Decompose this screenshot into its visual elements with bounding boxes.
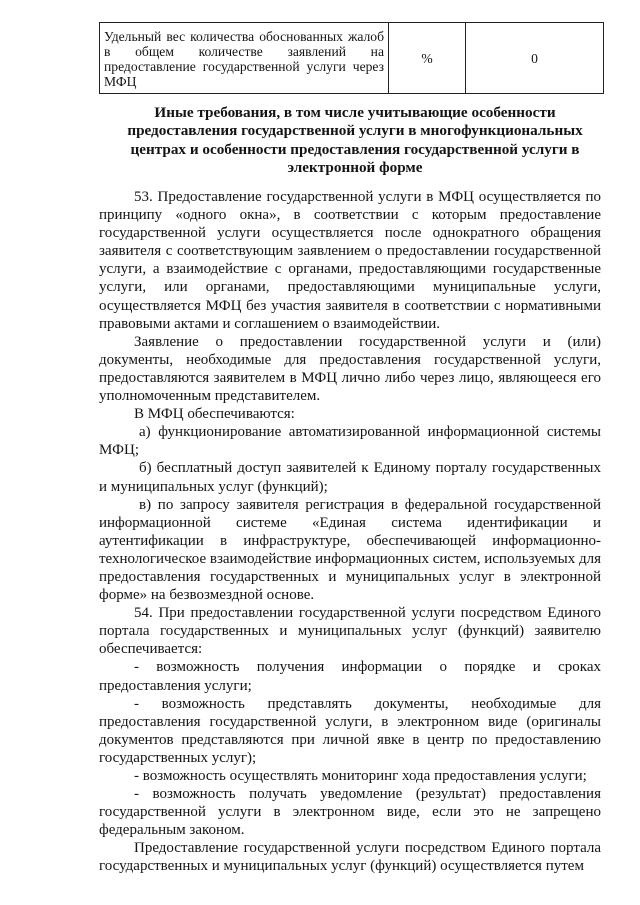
- indicator-table: [99, 22, 604, 94]
- paragraph-portal: Предоставление государственной услуги посредством Единого портала государственных и муниципальных услуг (функций) осуществляется путем: [99, 840, 601, 875]
- list-item-a: а) функционирование автоматизированной информационной системы МФЦ;: [99, 424, 601, 459]
- dash-item-notification: - возможность получать уведомление (результат) предоставления государственной услуги в электронном виде, если это не запрещено федеральным законом.: [99, 786, 601, 839]
- indicator-value-cell: 0: [466, 23, 604, 94]
- paragraph-mfc-provides: В МФЦ обеспечиваются:: [134, 406, 295, 423]
- list-item-b: б) бесплатный доступ заявителей к Единому порталу государственных и муниципальных услуг (функций);: [99, 460, 601, 495]
- section-title: Иные требования, в том числе учитывающие особенности предоставления государственной услуги в многофункциональных центрах и особенности предоставления государственной услуги в электронной форме: [127, 104, 583, 177]
- indicator-unit-cell: %: [389, 23, 466, 94]
- paragraph-54: 54. При предоставлении государственной услуги посредством Единого портала государственных и муниципальных услуг (функций) заявителю обеспечивается:: [99, 605, 601, 658]
- dash-item-documents: - возможность представлять документы, необходимые для предоставления государственной услуги, в электронном виде (оригиналы документов представляются при личной явке в центр по предоставлению государственных услуг);: [99, 695, 601, 766]
- document-body: [99, 188, 601, 876]
- paragraph-53: 53. Предоставление государственной услуги в МФЦ осуществляется по принципу «одного окна», в соответствии с которым предоставление государственной услуги осуществляется после однократного обращения заявителя с соответствующим заявлением о предоставлении государственной услуги, а взаимодействие с органами, предоставляющими государственные услуги, или органами, предоставляющими муниципальные услуги, осуществляется МФЦ без участия заявителя в соответствии с нормативными правовыми актами и соглашением о взаимодействии.: [99, 189, 601, 332]
- indicator-name-cell: Удельный вес количества обоснованных жалоб в общем количестве заявлений на предоставление государственной услуги через МФЦ: [100, 23, 389, 94]
- dash-item-info: - возможность получения информации о порядке и сроках предоставления услуги;: [99, 659, 601, 694]
- table-row: [100, 23, 604, 94]
- list-item-v: в) по запросу заявителя регистрация в федеральной государственной информационной системе «Единая система идентификации и аутентификации в инфраструктуре, обеспечивающей информационно-технологическое взаимодействие информационных систем, используемых для предоставления государственных и муниципальных услуг в электронной форме» на безвозмездной основе.: [99, 496, 601, 604]
- dash-item-monitoring: - возможность осуществлять мониторинг хода предоставления услуги;: [134, 768, 587, 784]
- paragraph-application: Заявление о предоставлении государственной услуги и (или) документы, необходимые для предоставления государственной услуги, предоставляются заявителем в МФЦ лично либо через лицо, являющееся его уполномоченным представителем.: [99, 333, 601, 405]
